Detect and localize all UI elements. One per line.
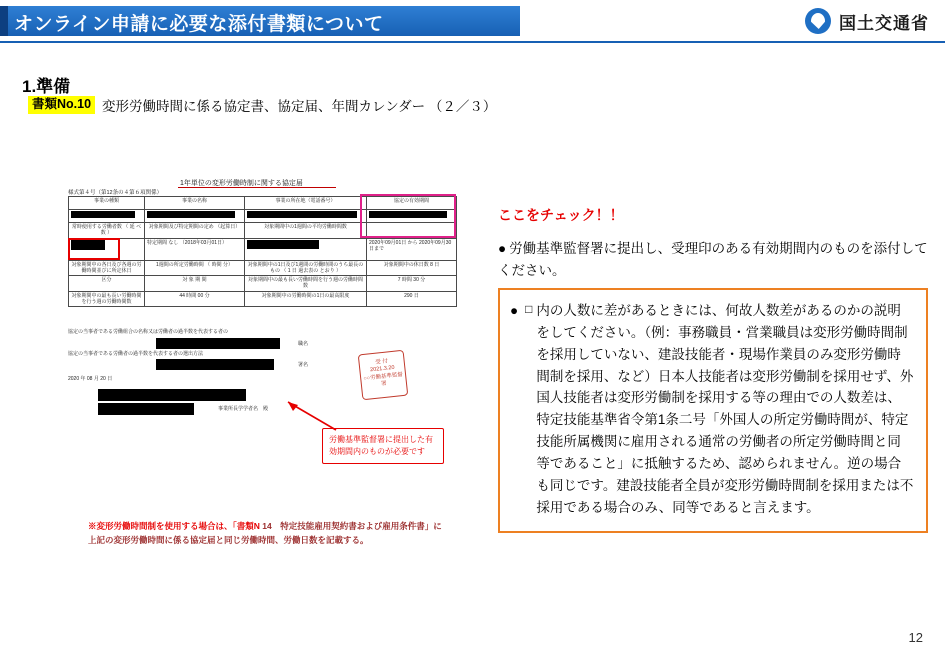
page-header bbox=[0, 0, 945, 44]
table-row bbox=[69, 260, 457, 276]
ministry-logo-icon bbox=[805, 8, 831, 34]
table-header-cell: 事業の種類 bbox=[69, 197, 145, 210]
document-caption-row bbox=[28, 95, 496, 115]
important-note-text: 内の人数に差があるときには、何故人数差があるのかの説明をしてください。（例：事務職員・営業職員は変形労働時間制を採用していない、建設技能者・現場作業員のみ変形労働時間制を採用、など）日本人技能者は変形労働制を採用せず、外国人技能者は変形労働制を採用する等の理由での人数差は、特定技能基準省令第1条二号「外国人の所定労働時間が、特定技能所属機関に雇用される通常の労働者の所定労働時間と同等であること」に抵触するため、認められません。逆の場合も同じです。建設技能者全員が変形労働時間制を採用または不採用である場合のみ、同等であると言えます。 bbox=[536, 303, 914, 515]
table-subheader-cell: 対象期間及び特定期間の定め （起算日） bbox=[145, 223, 245, 239]
redacted-cell bbox=[69, 210, 145, 223]
callout-arrow-icon bbox=[282, 398, 338, 432]
table-row bbox=[69, 197, 457, 210]
table-cell: 対象期間中の1日及び1週間の労働時間のうち最長のもの （ 1 日 過去表の とおり ） bbox=[245, 260, 367, 276]
table-header-cell: 協定の有効期間 bbox=[367, 197, 457, 210]
scan-note-part1: ※変形労働時間制を使用する場合は、「書類N bbox=[88, 521, 260, 531]
redacted-signature-2: 署名 bbox=[68, 359, 328, 371]
redacted-signature-1: 職名 bbox=[68, 338, 328, 350]
table-cell: 特定期間 なし （2018年03月01日） bbox=[145, 238, 245, 260]
table-row bbox=[69, 210, 457, 223]
scanned-form-image bbox=[60, 170, 460, 570]
instruction-bullet-1 bbox=[498, 238, 928, 282]
redacted-cell bbox=[245, 238, 367, 260]
page-number: 12 bbox=[908, 630, 923, 645]
redacted-cell bbox=[245, 210, 367, 223]
signature-label: 事業所長学学者名 殿 bbox=[218, 405, 269, 412]
table-cell: 2020年09月01日 から 2020年09月30日まで bbox=[367, 238, 457, 260]
table-header-cell: 事業の所在地（電話番号） bbox=[245, 197, 367, 210]
signature-date: 2020 年 08 月 20 日 bbox=[68, 376, 113, 382]
table-subheader-cell bbox=[367, 223, 457, 239]
callout-note: 労働基準監督署に提出した有効期間内のものが必要です bbox=[322, 428, 444, 464]
table-row bbox=[69, 291, 457, 307]
table-row bbox=[69, 276, 457, 292]
table-cell: 290 日 bbox=[367, 291, 457, 307]
table-row bbox=[69, 223, 457, 239]
redacted-cell bbox=[69, 238, 145, 260]
redacted-cell bbox=[145, 210, 245, 223]
table-cell: 7 時間 30 分 bbox=[367, 276, 457, 292]
section-heading: 1.準備 bbox=[22, 77, 71, 96]
redacted-cell bbox=[367, 210, 457, 223]
table-subheader-cell: 対象期間中の1週間の平均労働時間数 bbox=[245, 223, 367, 239]
table-cell: 対 象 期 間 bbox=[145, 276, 245, 292]
document-caption: 変形労働時間に係る協定書、協定届、年間カレンダー （２／３） bbox=[102, 99, 497, 114]
table-cell: 対象期間中の労働時間の1日の最高限度 bbox=[245, 291, 367, 307]
table-cell: 区分 bbox=[69, 276, 145, 292]
scan-form-table bbox=[68, 196, 457, 307]
scan-title-underline bbox=[178, 187, 336, 188]
signature-line-1: 協定の当事者である労働組合の名称又は労働者の過半数を代表する者の bbox=[68, 329, 229, 335]
table-cell: 対象期間中の最も長い労働時間を行う週の労働時間数 bbox=[69, 291, 145, 307]
document-number-badge: 書類No.10 bbox=[28, 96, 95, 114]
table-cell: 対象期間中の最も長い労働時間を行う週の労働時間数 bbox=[245, 276, 367, 292]
scan-bottom-note bbox=[88, 520, 448, 547]
reception-stamp-icon: 受 付 2021.3.20 ○○労働基準監督署 bbox=[358, 350, 409, 401]
header-divider bbox=[0, 41, 945, 43]
scan-form-number: 様式第４号（第12条の４第６項関係） bbox=[68, 190, 163, 196]
page-title: オンライン申請に必要な添付書類について bbox=[14, 14, 384, 35]
instruction-bullet-1-text: 労働基準監督署に提出し、受理印のある有効期間内のものを添付してください。 bbox=[498, 241, 928, 278]
ministry-logo bbox=[805, 8, 929, 34]
square-icon: □ bbox=[525, 302, 533, 316]
bullet-icon: ● bbox=[510, 303, 519, 318]
important-note-box bbox=[498, 288, 928, 533]
table-row bbox=[69, 238, 457, 260]
signature-line-2: 協定の当事者である労働者の過半数を代表する者の選出方法 bbox=[68, 350, 204, 357]
check-here-label: ここをチェック！！ bbox=[498, 207, 624, 223]
scan-form-title: 1年単位の変形労働時制に関する協定届 bbox=[180, 180, 303, 187]
ministry-logo-label: 国土交通省 bbox=[839, 13, 929, 33]
table-cell: 対象期間中の休日数 8 日 bbox=[367, 260, 457, 276]
bullet-icon: ● bbox=[498, 241, 507, 256]
table-cell: 44 時間 00 分 bbox=[145, 291, 245, 307]
table-header-cell: 事業の名称 bbox=[145, 197, 245, 210]
table-cell: 1週間の所定労働時間 （ 時間 分） bbox=[145, 260, 245, 276]
table-subheader-cell: 常時使用する労働者数 （ 延 べ 数 ） bbox=[69, 223, 145, 239]
header-band-accent bbox=[0, 6, 8, 36]
table-cell: 対象期間中の各日及び各週の労働時間並びに所定休日 bbox=[69, 260, 145, 276]
scan-note-part2: 14 特定技能雇用契約書および雇用条件書」に上記の変形労働時間に係る協定届と同じ労働時間、労働日数を記載する。 bbox=[88, 521, 442, 545]
